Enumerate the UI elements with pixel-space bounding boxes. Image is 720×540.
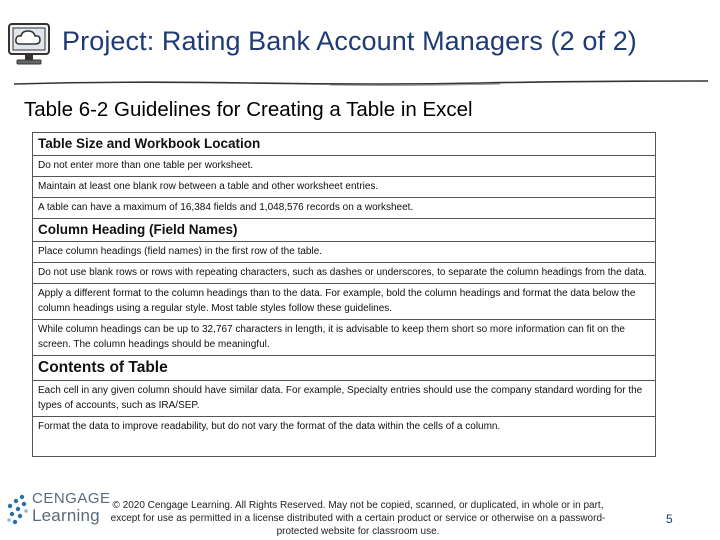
table-row: Do not use blank rows or rows with repeating characters, such as dashes or underscores, to separate the column headings from the data.: [33, 263, 655, 284]
section-heading-columns: Column Heading (Field Names): [33, 219, 655, 242]
page-number: 5: [666, 512, 673, 526]
table-row: Place column headings (field names) in the first row of the table.: [33, 242, 655, 263]
section-heading-size: Table Size and Workbook Location: [33, 133, 655, 156]
table-row: A table can have a maximum of 16,384 fields and 1,048,576 records on a worksheet.: [33, 198, 655, 219]
brand-line-2: Learning: [32, 506, 100, 525]
computer-cloud-icon: [6, 18, 54, 68]
slide-header: [0, 0, 720, 95]
table-row: Do not enter more than one table per worksheet.: [33, 156, 655, 177]
section-heading-contents: Contents of Table: [33, 356, 655, 381]
brand-line-1: CENGAGE: [32, 490, 111, 507]
table-row: Apply a different format to the column headings than to the data. For example, bold the column headings and format the data below the column headings using a regular style. Most table styles follow these guidelines.: [33, 284, 655, 320]
cengage-logo-icon: [6, 493, 30, 527]
table-row: Maintain at least one blank row between a table and other worksheet entries.: [33, 177, 655, 198]
cengage-logo: [32, 490, 111, 524]
slide-title: Project: Rating Bank Account Managers (2 of 2): [62, 26, 637, 56]
table-caption: Table 6-2 Guidelines for Creating a Table in Excel: [24, 98, 473, 121]
copyright-notice: © 2020 Cengage Learning. All Rights Reserved. May not be copied, scanned, or duplicated, in whole or in part, except for use as permitted in a license distributed with a certain product or service or otherwise on a password-protected website for classroom use.: [110, 500, 606, 537]
guidelines-table: [32, 132, 656, 457]
table-row: Format the data to improve readability, but do not vary the format of the data within the cells of a column.: [38, 421, 501, 432]
title-underline: [0, 76, 720, 90]
table-row: Each cell in any given column should have similar data. For example, Specialty entries should use the company standard wording for the types of accounts, such as IRA/SEP.: [33, 381, 655, 417]
table-row: While column headings can be up to 32,767 characters in length, it is advisable to keep them short so more information can fit on the screen. The column headings should be meaningful.: [33, 320, 655, 356]
